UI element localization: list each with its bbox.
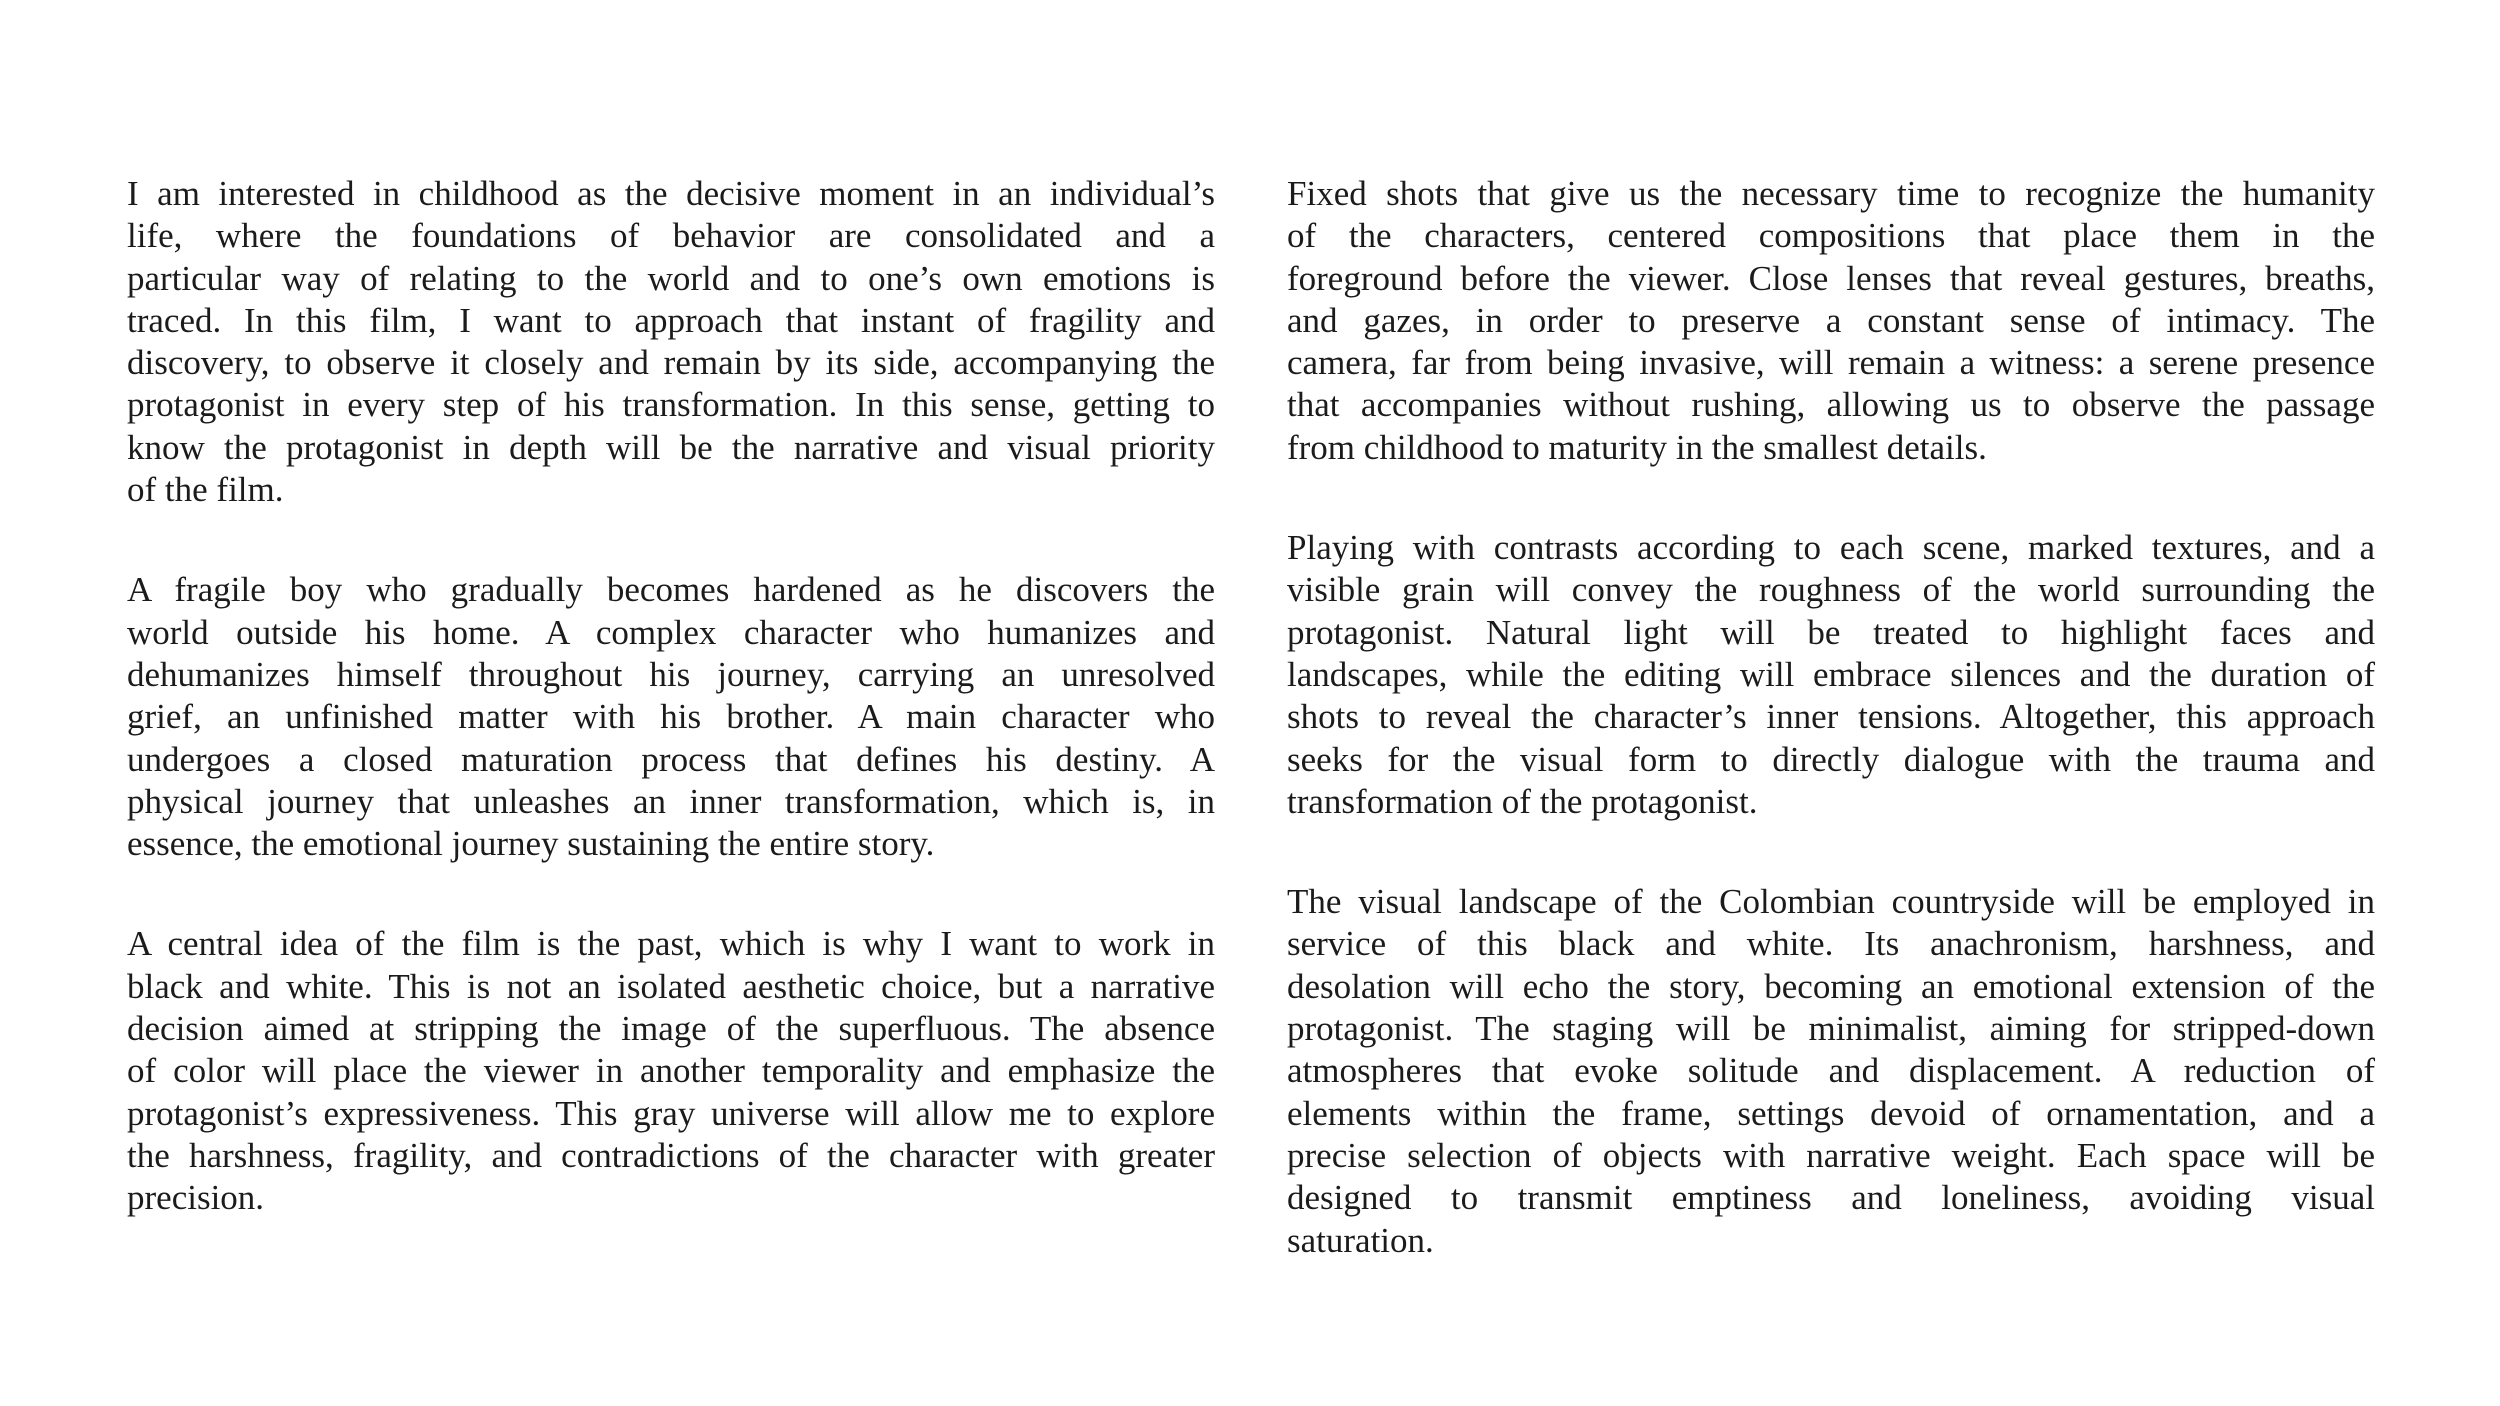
text-line: essence, the emotional journey sustaining the entire story. — [127, 824, 935, 864]
text-line: Fixed shots that give us the necessary time to recognize the humanity — [1287, 174, 2375, 213]
paragraph — [1287, 881, 2375, 1262]
text-line: desolation will echo the story, becoming an emotional extension of the — [1287, 966, 2375, 1006]
text-line: seeks for the visual form to directly dialogue with the trauma and — [1287, 739, 2375, 779]
text-line: of the film. — [127, 470, 284, 510]
paragraph — [127, 569, 1215, 865]
text-line: foreground before the viewer. Close lenses that reveal gestures, breaths, — [1287, 258, 2375, 298]
text-line: A central idea of the film is the past, which is why I want to work in — [127, 924, 1215, 964]
paragraph — [1287, 527, 2375, 823]
text-line: precision. — [127, 1178, 265, 1218]
text-line: designed to transmit emptiness and loneliness, avoiding visual — [1287, 1178, 2375, 1218]
text-line: physical journey that unleashes an inner transformation, which is, in — [127, 781, 1215, 821]
text-line: The visual landscape of the Colombian countryside will be employed in — [1287, 882, 2375, 922]
text-line: of the characters, centered compositions that place them in the — [1287, 216, 2375, 256]
right-column — [1287, 173, 2375, 1320]
text-line: that accompanies without rushing, allowing us to observe the passage — [1287, 385, 2375, 425]
text-line: grief, an unfinished matter with his brother. A main character who — [127, 697, 1215, 737]
text-line: shots to reveal the character’s inner tensions. Altogether, this approach — [1287, 697, 2375, 737]
paragraph — [1287, 173, 2375, 469]
text-line: decision aimed at stripping the image of the superfluous. The absence — [127, 1009, 1215, 1049]
left-column — [127, 173, 1215, 1278]
text-line: Playing with contrasts according to each scene, marked textures, and a — [1287, 528, 2375, 568]
text-line: saturation. — [1287, 1220, 1434, 1260]
text-line: visible grain will convey the roughness of the world surrounding the — [1287, 570, 2375, 610]
text-line: know the protagonist in depth will be the narrative and visual priority — [127, 427, 1215, 467]
text-line: dehumanizes himself throughout his journey, carrying an unresolved — [127, 654, 1215, 694]
paragraph — [127, 173, 1215, 511]
text-line: protagonist. The staging will be minimalist, aiming for stripped-down — [1287, 1009, 2375, 1049]
text-line: A fragile boy who gradually becomes hardened as he discovers the — [127, 570, 1215, 610]
text-line: traced. In this film, I want to approach that instant of fragility and — [127, 300, 1215, 340]
text-line: the harshness, fragility, and contradictions of the character with greater — [127, 1135, 1215, 1175]
text-line: discovery, to observe it closely and remain by its side, accompanying the — [127, 343, 1215, 383]
text-line: landscapes, while the editing will embrace silences and the duration of — [1287, 654, 2375, 694]
text-line: service of this black and white. Its anachronism, harshness, and — [1287, 924, 2375, 964]
text-line: camera, far from being invasive, will remain a witness: a serene presence — [1287, 343, 2375, 383]
text-line: elements within the frame, settings devoid of ornamentation, and a — [1287, 1093, 2375, 1133]
text-line: transformation of the protagonist. — [1287, 781, 1758, 821]
text-line: black and white. This is not an isolated aesthetic choice, but a narrative — [127, 966, 1215, 1006]
text-line: undergoes a closed maturation process that defines his destiny. A — [127, 739, 1215, 779]
text-line: protagonist in every step of his transformation. In this sense, getting to — [127, 385, 1215, 425]
text-line: life, where the foundations of behavior are consolidated and a — [127, 216, 1215, 256]
text-line: particular way of relating to the world and to one’s own emotions is — [127, 258, 1215, 298]
text-line: I am interested in childhood as the decisive moment in an individual’s — [127, 174, 1215, 213]
text-line: protagonist’s expressiveness. This gray universe will allow me to explore — [127, 1093, 1215, 1133]
text-line: from childhood to maturity in the smallest details. — [1287, 427, 1987, 467]
text-line: precise selection of objects with narrative weight. Each space will be — [1287, 1135, 2375, 1175]
text-line: and gazes, in order to preserve a constant sense of intimacy. The — [1287, 300, 2375, 340]
text-line: protagonist. Natural light will be treated to highlight faces and — [1287, 612, 2375, 652]
text-line: atmospheres that evoke solitude and displacement. A reduction of — [1287, 1051, 2375, 1091]
text-line: of color will place the viewer in another temporality and emphasize the — [127, 1051, 1215, 1091]
paragraph — [127, 923, 1215, 1219]
text-line: world outside his home. A complex character who humanizes and — [127, 612, 1215, 652]
